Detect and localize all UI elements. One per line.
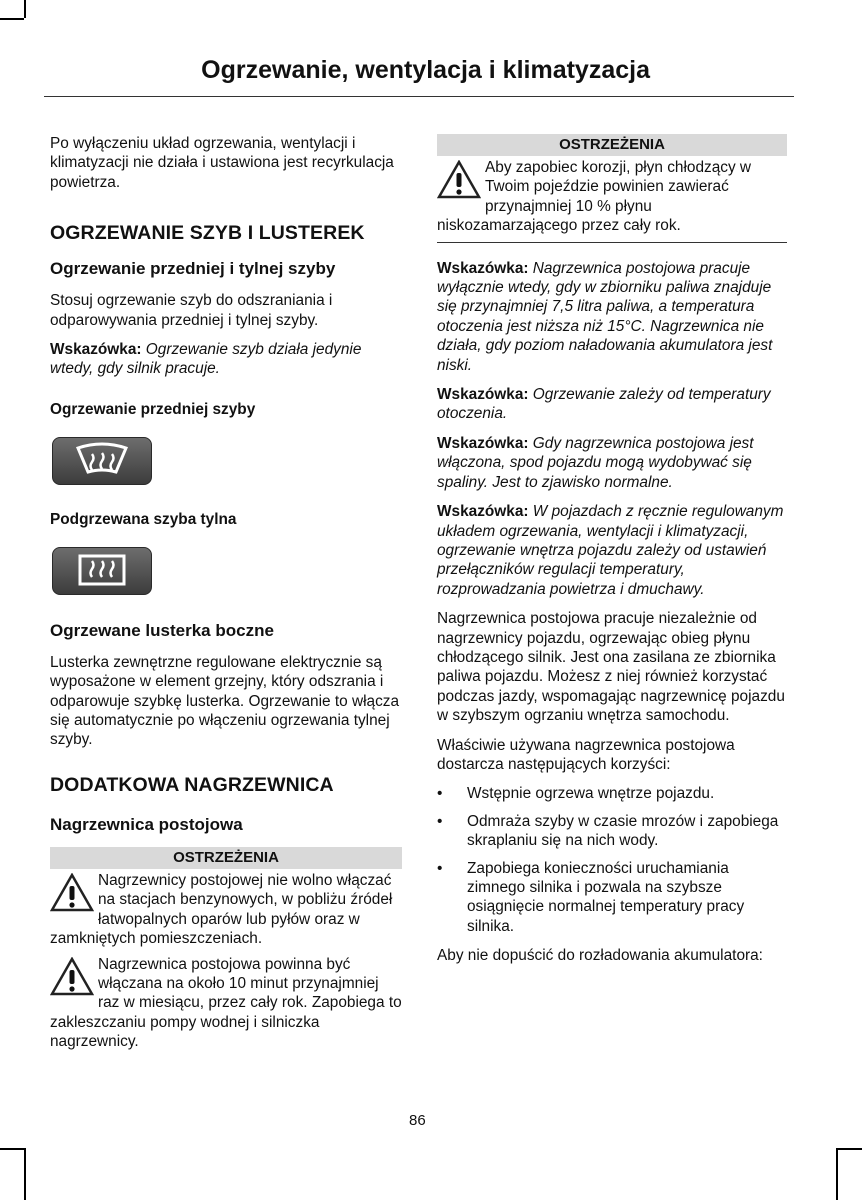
crop-mark [24, 0, 26, 18]
label-front-defrost: Ogrzewanie przedniej szyby [50, 400, 256, 418]
paragraph-front-rear: Stosuj ogrzewanie szyb do odszraniania i odparowywania przedniej i tylnej szyby. [50, 292, 333, 329]
subheading-parking-heater: Nagrzewnica postojowa [50, 814, 243, 834]
list-item: • Odmraża szyby w czasie mrozów i zapobiega skraplaniu się na nich wody. [437, 812, 787, 851]
note-text: Nagrzewnica postojowa pracuje wyłącznie wtedy, gdy w zbiorniku paliwa znajduje się przynajmniej 7,5 litra paliwa, a temperatura otoczenia jest niższa niż 15°C. Nagrzewnica nie działa, gdy poziom naładowania akumulatora jest niski. [437, 259, 773, 374]
label-rear-defrost: Podgrzewana szyba tylna [50, 510, 237, 528]
warnings-header: OSTRZEŻENIA [50, 847, 402, 869]
warning-item [50, 871, 402, 949]
note-label: Wskazówka: [437, 434, 529, 452]
right-column [437, 134, 787, 976]
list-item: • Zapobiega konieczności uruchamiania zimnego silnika i pozwala na szybsze osiągnięcie normalnej temperatury pracy silnika. [437, 859, 787, 937]
note-label: Wskazówka: [437, 386, 529, 404]
paragraph-heater-operation: Nagrzewnica postojowa pracuje niezależnie od nagrzewnicy pojazdu, ogrzewając obieg płynu chłodzącego silnik. Jest ona zasilana ze zbiornika paliwa pojazdu. Możesz z niej również korzystać podczas jazdy, wspomagając nagrzewnicę pojazdu w szybszym ogrzaniu wnętrza samochodu. [437, 610, 785, 725]
subheading-mirrors: Ogrzewane lusterka boczne [50, 620, 274, 640]
warning-text: Nagrzewnicy postojowej nie wolno włączać na stacjach benzynowych, w pobliżu źródeł łatwopalnych oparów lub pyłów oraz w zamkniętych pomieszczeniach. [50, 871, 393, 948]
note-fuel-temperature [437, 259, 787, 375]
note-text: W pojazdach z ręcznie regulowanym układem ogrzewania, wentylacji i klimatyzacji, ogrzewanie wnętrza pojazdu zależy od ustawień przełączników regulacji temperatury, rozprowadzania powietrza i dmuchawy. [437, 503, 784, 598]
warning-triangle-icon [437, 160, 481, 200]
note-label: Wskazówka: [437, 259, 529, 277]
note-manual-climate [437, 502, 787, 599]
crop-mark [838, 1148, 862, 1150]
paragraph-benefits: Właściwie używana nagrzewnica postojowa dostarcza następujących korzyści: [437, 736, 735, 773]
warning-text: Aby zapobiec korozji, płyn chłodzący w Twoim pojeździe powinien zawierać przynajmniej 10 % płynu niskozamarzającego przez cały rok. [437, 159, 752, 235]
paragraph-battery: Aby nie dopuścić do rozładowania akumulatora: [437, 947, 763, 965]
section-heading-aux-heater: DODATKOWA NAGRZEWNICA [50, 773, 334, 796]
front-defrost-icon [52, 437, 152, 485]
crop-mark [24, 1148, 26, 1200]
note-exhaust [437, 434, 787, 492]
crop-mark [0, 18, 24, 20]
crop-mark [836, 1148, 838, 1200]
note-ambient [437, 385, 787, 424]
note-text: Ogrzewanie szyb działa jedynie wtedy, gdy silnik pracuje. [50, 341, 362, 378]
warning-item [437, 158, 787, 236]
warnings-end-divider [437, 242, 787, 243]
warning-triangle-icon [50, 957, 94, 997]
intro-paragraph: Po wyłączeniu układ ogrzewania, wentylacji i klimatyzacji nie działa i ustawiona jest recyrkulacja powietrza. [50, 135, 394, 191]
warning-text: Nagrzewnica postojowa powinna być włączana na około 10 minut przynajmniej raz w miesiącu, przez cały rok. Zapobiega to zakleszczaniu pompy wodnej i silniczka nagrzewnicy. [50, 955, 402, 1051]
paragraph-mirrors: Lusterka zewnętrzne regulowane elektrycznie są wyposażone w element grzejny, który odszrania i odparowuje szybkę lusterka. Ogrzewanie to włącza się automatycznie po włączeniu ogrzewania tylnej szyby. [50, 653, 400, 749]
header-divider [44, 96, 794, 97]
warnings-header: OSTRZEŻENIA [437, 134, 787, 156]
note-engine-running [50, 340, 402, 379]
section-heading-defrost: OGRZEWANIE SZYB I LUSTEREK [50, 222, 365, 245]
subheading-front-rear: Ogrzewanie przedniej i tylnej szyby [50, 259, 336, 279]
page-number: 86 [409, 1112, 426, 1129]
crop-mark [0, 1148, 24, 1150]
benefits-list [437, 784, 787, 936]
list-item: • Wstępnie ogrzewa wnętrze pojazdu. [437, 784, 787, 803]
note-text: Gdy nagrzewnica postojowa jest włączona, spod pojazdu mogą wydobywać się spaliny. Jest to zjawisko normalne. [437, 434, 754, 491]
page-title: Ogrzewanie, wentylacja i klimatyzacja [201, 56, 650, 84]
rear-defrost-icon [52, 547, 152, 595]
note-text: Ogrzewanie zależy od temperatury otoczenia. [437, 386, 771, 423]
note-label: Wskazówka: [437, 503, 529, 521]
warning-item [50, 955, 402, 1052]
left-column [50, 134, 402, 1058]
note-label: Wskazówka: [50, 341, 142, 359]
warning-triangle-icon [50, 873, 94, 913]
